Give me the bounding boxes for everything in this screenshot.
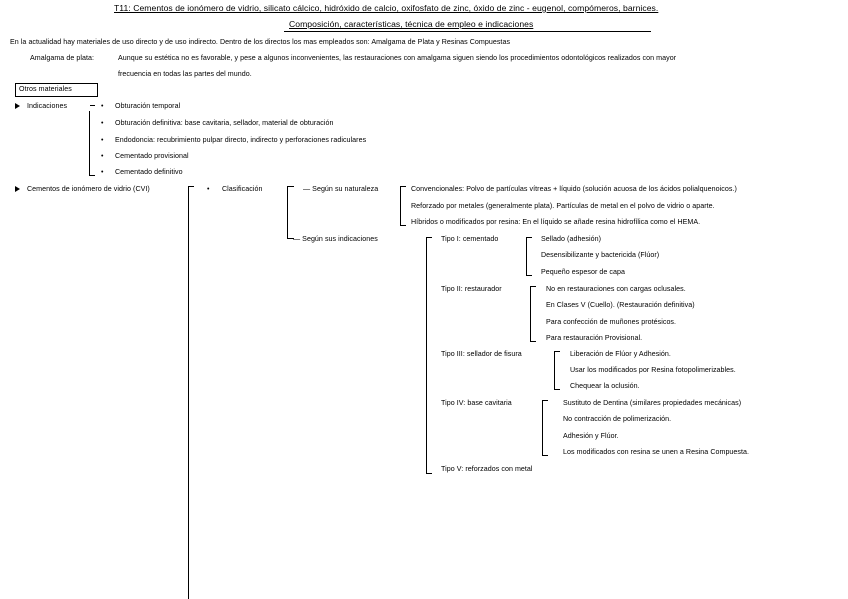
- indicacion-item: Cementado definitivo: [115, 168, 183, 176]
- tipo4-bracket: [542, 400, 548, 456]
- cvi-bracket: [188, 186, 189, 599]
- indicacion-item: Obturación temporal: [115, 102, 181, 110]
- tipo2-label: Tipo II: restaurador: [441, 285, 502, 293]
- tipo3-label: Tipo III: sellador de fisura: [441, 350, 522, 358]
- amalgama-label: Amalgama de plata:: [30, 54, 94, 62]
- tipo3-item: Usar los modificados por Resina fotopolimerizables.: [570, 366, 736, 374]
- tipo5-label: Tipo V: reforzados con metal: [441, 465, 533, 473]
- tipo4-label: Tipo IV: base cavitaria: [441, 399, 512, 407]
- indicaciones-label: Indicaciones: [27, 102, 68, 110]
- tipo4-item: Adhesión y Flúor.: [563, 432, 619, 440]
- subtitle-rule: [284, 31, 651, 32]
- intro-text: En la actualidad hay materiales de uso directo y de uso indirecto. Dentro de los directos los mas empleados son: Amalgama de Plata y Resinas Compuestas: [10, 38, 511, 46]
- tipo3-bracket: [554, 351, 560, 390]
- bullet-icon: •: [207, 186, 210, 193]
- tipo2-item: No en restauraciones con cargas oclusales.: [546, 285, 686, 293]
- naturaleza-bracket: [400, 186, 406, 226]
- tipo1-item: Sellado (adhesión): [541, 235, 602, 243]
- bullet-icon: •: [101, 137, 104, 144]
- tipo3-item: Chequear la oclusión.: [570, 382, 640, 390]
- bullet-icon: •: [101, 103, 104, 110]
- indicaciones-bracket: [89, 105, 95, 176]
- naturaleza-label: — Según su naturaleza: [303, 185, 379, 193]
- tipo2-item: Para confección de muñones protésicos.: [546, 318, 677, 326]
- tipo1-label: Tipo I: cementado: [441, 235, 499, 243]
- indicacion-item: Obturación definitiva: base cavitaria, sellador, material de obturación: [115, 119, 334, 127]
- amalgama-text-2: frecuencia en todas las partes del mundo.: [118, 70, 252, 78]
- cvi-label: Cementos de ionómero de vidrio (CVI): [27, 185, 150, 193]
- tipo4-item: Los modificados con resina se unen a Resina Compuesta.: [563, 448, 750, 456]
- tipos-bracket: [426, 237, 432, 474]
- naturaleza-item: Reforzado por metales (generalmente plata). Partículas de metal en el polvo de vidrio o aparte.: [411, 202, 715, 210]
- tipo1-item: Desensibilizante y bactericida (Flúor): [541, 251, 660, 259]
- tipo2-bracket: [530, 286, 536, 342]
- naturaleza-item: Híbridos o modificados por resina: En el líquido se añade resina hidrofílica como el HEMA.: [411, 218, 701, 226]
- naturaleza-item: Convencionales: Polvo de partículas vítreas + líquido (solución acuosa de los ácidos polialquenoicos.): [411, 185, 737, 193]
- tipo2-item: Para restauración Provisional.: [546, 334, 643, 342]
- otros-materiales-label: Otros materiales: [19, 85, 72, 93]
- bullet-icon: •: [101, 153, 104, 160]
- amalgama-text-1: Aunque su estética no es favorable, y pese a algunos inconvenientes, las restauraciones con amalgama siguen siendo los procedimientos odontológicos realizados con mayor: [118, 54, 677, 62]
- bullet-icon: •: [101, 120, 104, 127]
- tipo4-item: Sustituto de Dentina (similares propiedades mecánicas): [563, 399, 742, 407]
- bullet-icon: •: [101, 169, 104, 176]
- tipo4-item: No contracción de polimerización.: [563, 415, 672, 423]
- clasificacion-label: Clasificación: [222, 185, 263, 193]
- indicacion-item: Cementado provisional: [115, 152, 189, 160]
- page-title: T11: Cementos de ionómero de vidrio, silicato cálcico, hidróxido de calcio, oxifosfato de zinc, óxido de zinc - eugenol, compómeros, barnices.: [114, 3, 659, 13]
- indicaciones-cvi-label: — Según sus indicaciones: [293, 235, 378, 243]
- tipo1-bracket: [526, 237, 532, 276]
- arrow-right-icon: [15, 186, 20, 192]
- clasificacion-bracket: [287, 186, 294, 239]
- tipo2-item: En Clases V (Cuello). (Restauración definitiva): [546, 301, 695, 309]
- page-subtitle: Composición, características, técnica de empleo e indicaciones: [289, 19, 534, 29]
- arrow-right-icon: [15, 103, 20, 109]
- tipo1-item: Pequeño espesor de capa: [541, 268, 625, 276]
- tipo3-item: Liberación de Flúor y Adhesión.: [570, 350, 671, 358]
- indicacion-item: Endodoncia: recubrimiento pulpar directo, indirecto y perforaciones radiculares: [115, 136, 367, 144]
